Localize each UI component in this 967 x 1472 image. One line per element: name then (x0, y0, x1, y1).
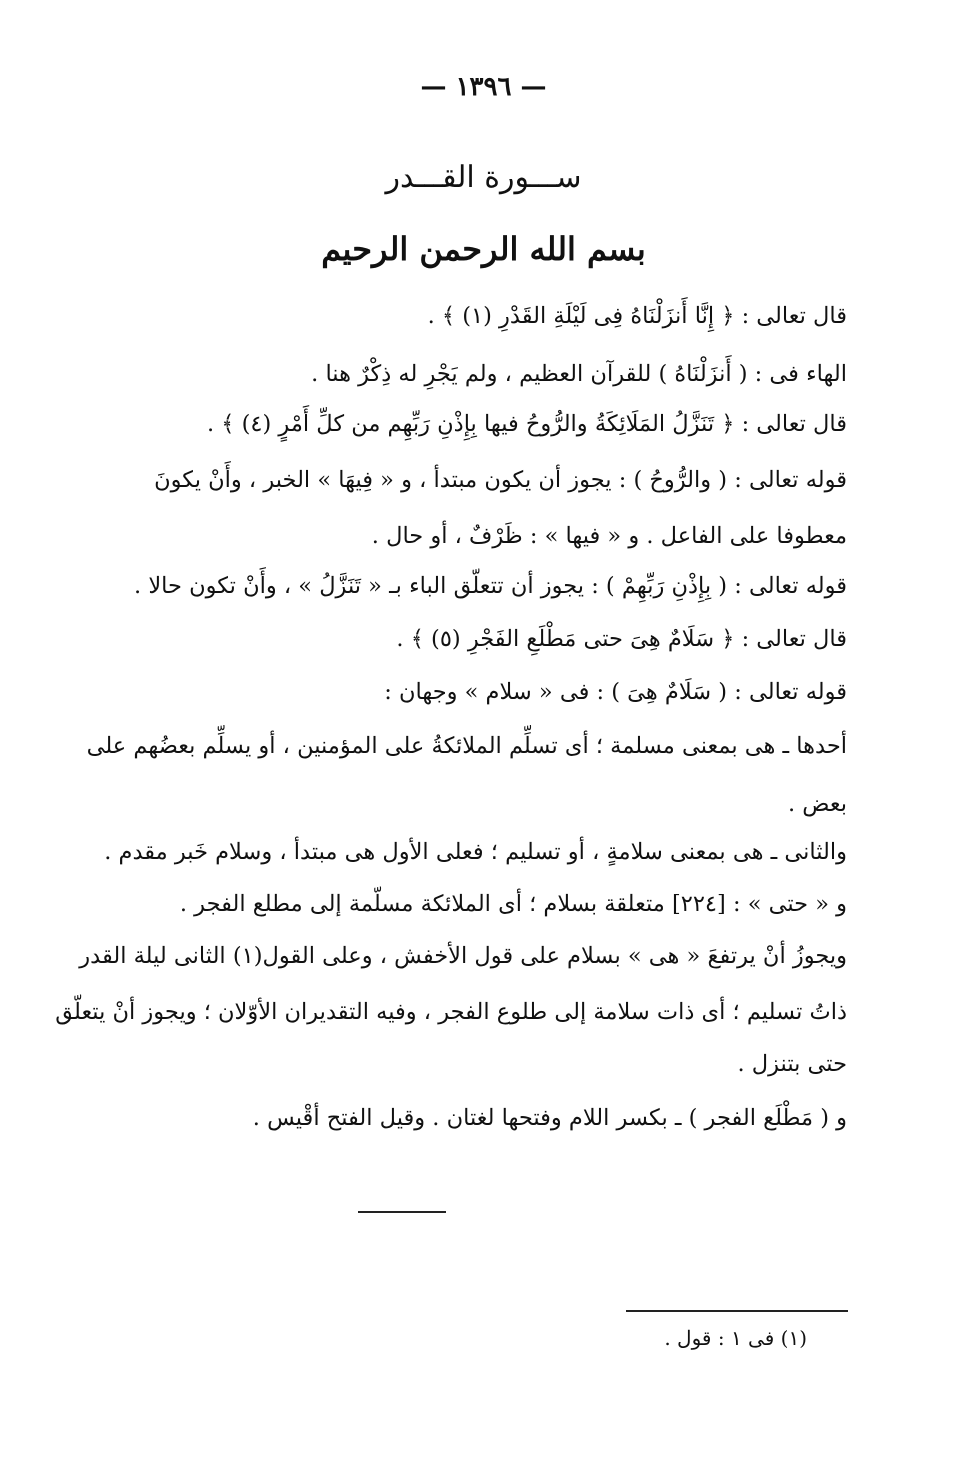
text-line: ذاتُ تسليم ؛ أى ذات سلامة إلى طلوع الفجر ، وفيه التقديران الأوّلان ؛ ويجوز أنْ يتعلّق (55, 999, 847, 1025)
surah-title: ســـورة القـــدر (385, 160, 582, 195)
text-line: ويجوزُ أنْ يرتفعَ « هى » بسلام على قول الأخفش ، وعلى القول(١) الثانى ليلة القدر (79, 943, 847, 969)
section-divider (358, 1211, 446, 1213)
text-line: قوله تعالى : ( سَلَامٌ هِىَ ) : فى « سلام » وجهان : (384, 679, 847, 705)
text-line: والثانى ـ هى بمعنى سلامةٍ ، أو تسليم ؛ فعلى الأول هى مبتدأ ، وسلام خَبر مقدم . (104, 839, 847, 865)
text-line: و « حتى » : [٢٢٤] متعلقة بسلام ؛ أى الملائكة مسلّمة إلى مطلع الفجر . (179, 891, 847, 917)
page-number: — ١٣٩٦ — (420, 72, 547, 102)
text-line: معطوفا على الفاعل . و « فيها » : ظَرْفٌ ، أو حال . (371, 523, 847, 549)
text-line: أحدها ـ هى بمعنى مسلمة ؛ أى تسلِّم الملائكةُ على المؤمنين ، أو يسلِّم بعضُهم على (86, 733, 847, 759)
footnote-rule (626, 1310, 848, 1312)
text-line-verse-1: قال تعالى : ﴿ إِنَّا أَنزَلْنَاهُ فِى لَيْلَةِ القَدْرِ (١) ﴾ . (427, 303, 847, 329)
text-line: الهاء فى : ( أَنزَلْنَاهُ ) للقرآن العظيم ، ولم يَجْرِ له ذِكْرٌ هنا . (311, 361, 847, 387)
text-line: و ( مَطْلَع الفجر ) ـ بكسر اللام وفتحها لغتان . وقيل الفتح أقْيس . (252, 1105, 847, 1131)
text-line: بعض . (788, 791, 847, 817)
basmala: بسم الله الرحمن الرحيم (321, 230, 646, 268)
text-line-verse-5: قال تعالى : ﴿ سَلَامٌ هِىَ حتى مَطْلَعِ الفَجْرِ (٥) ﴾ . (396, 626, 847, 652)
text-line: قوله تعالى : ( بِإِذْنِ رَبِّهِمْ ) : يجوز أن تتعلّق الباء بـ « تَنَزَّلُ » ، وأَنْ تكون حالا . (134, 573, 847, 599)
text-line: قوله تعالى : ( والرُّوحُ ) : يجوز أن يكون مبتدأ ، و « فِيهَا » الخبر ، وأَنْ يكونَ (154, 467, 847, 493)
text-line: حتى بتنزل . (737, 1051, 847, 1077)
footnote: (١) فى ١ : قول . (664, 1326, 807, 1350)
text-line-verse-4: قال تعالى : ﴿ تَنَزَّلُ المَلَائِكَةُ والرُّوحُ فيها بِإِذْنِ رَبِّهِم من كلِّ أَمْرٍ (٤) ﴾ . (206, 411, 847, 437)
